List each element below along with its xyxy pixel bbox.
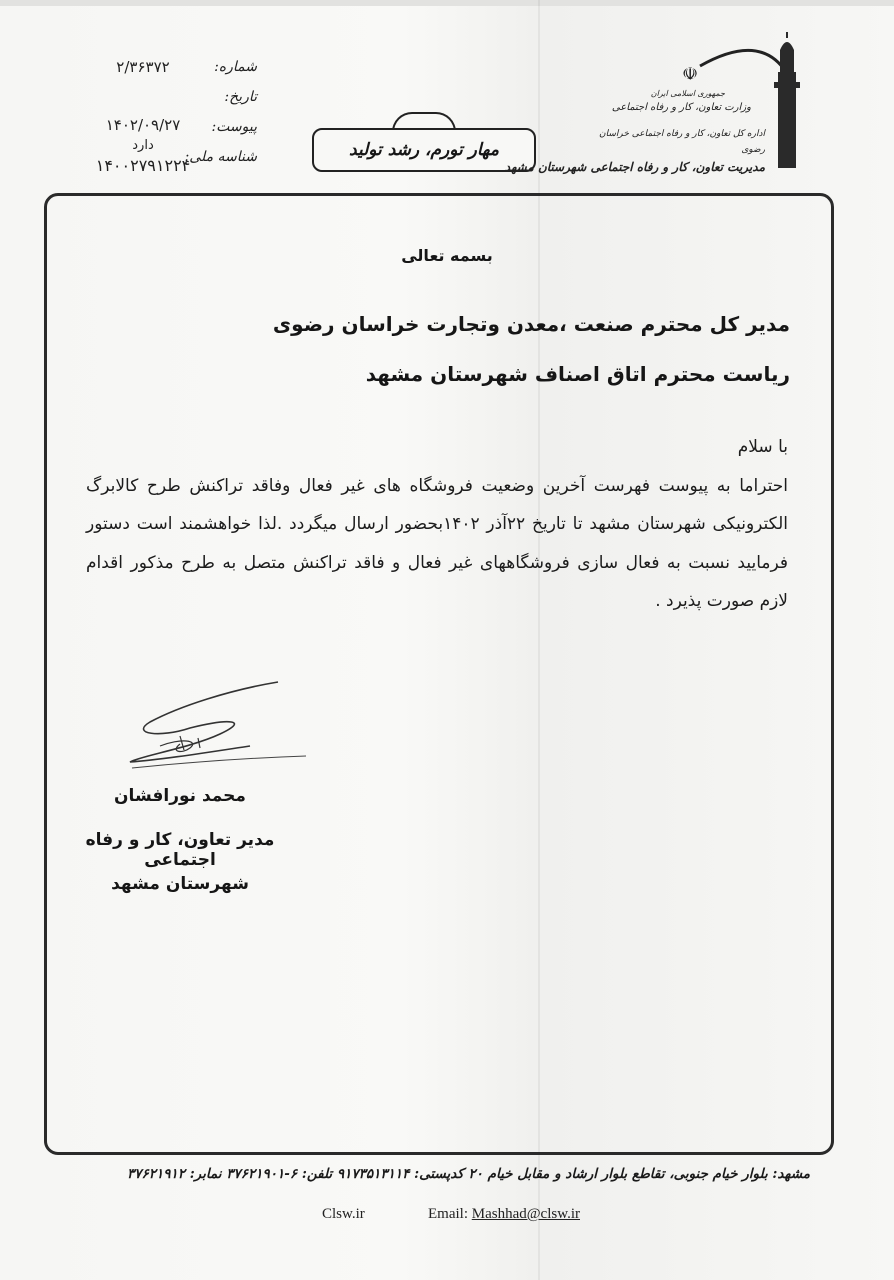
- footer-email: [428, 1206, 580, 1223]
- email-label: Email:: [428, 1206, 468, 1222]
- letter-number: ۲/۳۶۳۷۲: [116, 58, 170, 76]
- body-paragraph: احتراما به پیوست فهرست آخرین وضعیت فروشگاه های غیر فعال وفاقد تراکنش طرح کالابرگ الکترونیکی شهرستان مشهد تا تاریخ ۲۲آذر ۱۴۰۲بحضور ارسال میگردد .لذا خواهشمند است دستور فرمایید نسبت به فعال سازی فروشگاههای غیر فعال و فاقد تراکنش متصل به طرح مذکور اقدام لازم صورت پذیرد .: [86, 475, 788, 611]
- addressee-1: مدیر کل محترم صنعت ،معدن وتجارت خراسان رضوی: [272, 312, 790, 336]
- addressee-2: ریاست محترم اتاق اصناف شهرستان مشهد: [365, 362, 790, 386]
- org-line-1: جمهوری اسلامی ایران: [650, 89, 725, 98]
- header-meta-labels: [184, 52, 257, 172]
- slogan-cartouche: [312, 128, 536, 172]
- national-id-label: شناسه ملی:: [184, 149, 257, 165]
- invocation: بسمه تعالی: [401, 246, 493, 265]
- footer-website[interactable]: Clsw.ir: [322, 1206, 365, 1222]
- signature-image: [120, 678, 320, 778]
- greeting: با سلام: [737, 437, 788, 457]
- email-link[interactable]: Mashhad@clsw.ir: [471, 1206, 580, 1222]
- iran-emblem-icon: ☫: [682, 64, 699, 85]
- slogan-text: مهار تورم، رشد تولید: [349, 140, 499, 160]
- date-label: تاریخ:: [224, 89, 257, 105]
- signer-name: محمد نورافشان: [114, 786, 246, 806]
- letter-frame: [44, 193, 834, 1155]
- org-line-2: وزارت تعاون، کار و رفاه اجتماعی: [611, 102, 751, 113]
- attachment-label: پیوست:: [211, 119, 257, 135]
- national-id-value: ۱۴۰۰۲۷۹۱۲۲۴: [95, 156, 191, 175]
- org-line-4: مدیریت تعاون، کار و رفاه اجتماعی شهرستان مشهد: [504, 160, 765, 174]
- attachment-value: دارد: [132, 138, 154, 153]
- org-line-3: اداره کل تعاون، کار و رفاه اجتماعی خراسان رضوی: [599, 129, 765, 155]
- letter-body: [86, 428, 788, 621]
- footer-address: مشهد: بلوار خیام جنوبی، تقاطع بلوار ارشاد و مقابل خیام ۲۰ کدپستی: ۹۱۷۳۵۱۳۱۱۴ تلفن: ۶-۳۷۶۲۱۹۰۱ نمابر: ۳۷۶۲۱۹۱۲: [126, 1166, 810, 1182]
- signer-title: مدیر تعاون، کار و رفاه اجتماعی: [85, 830, 275, 870]
- organization-block: [504, 88, 765, 176]
- letter-date: ۱۴۰۲/۰۹/۲۷: [105, 116, 181, 134]
- number-label: شماره:: [214, 59, 257, 75]
- signer-city: شهرستان مشهد: [111, 874, 249, 894]
- scan-edge: [0, 0, 894, 6]
